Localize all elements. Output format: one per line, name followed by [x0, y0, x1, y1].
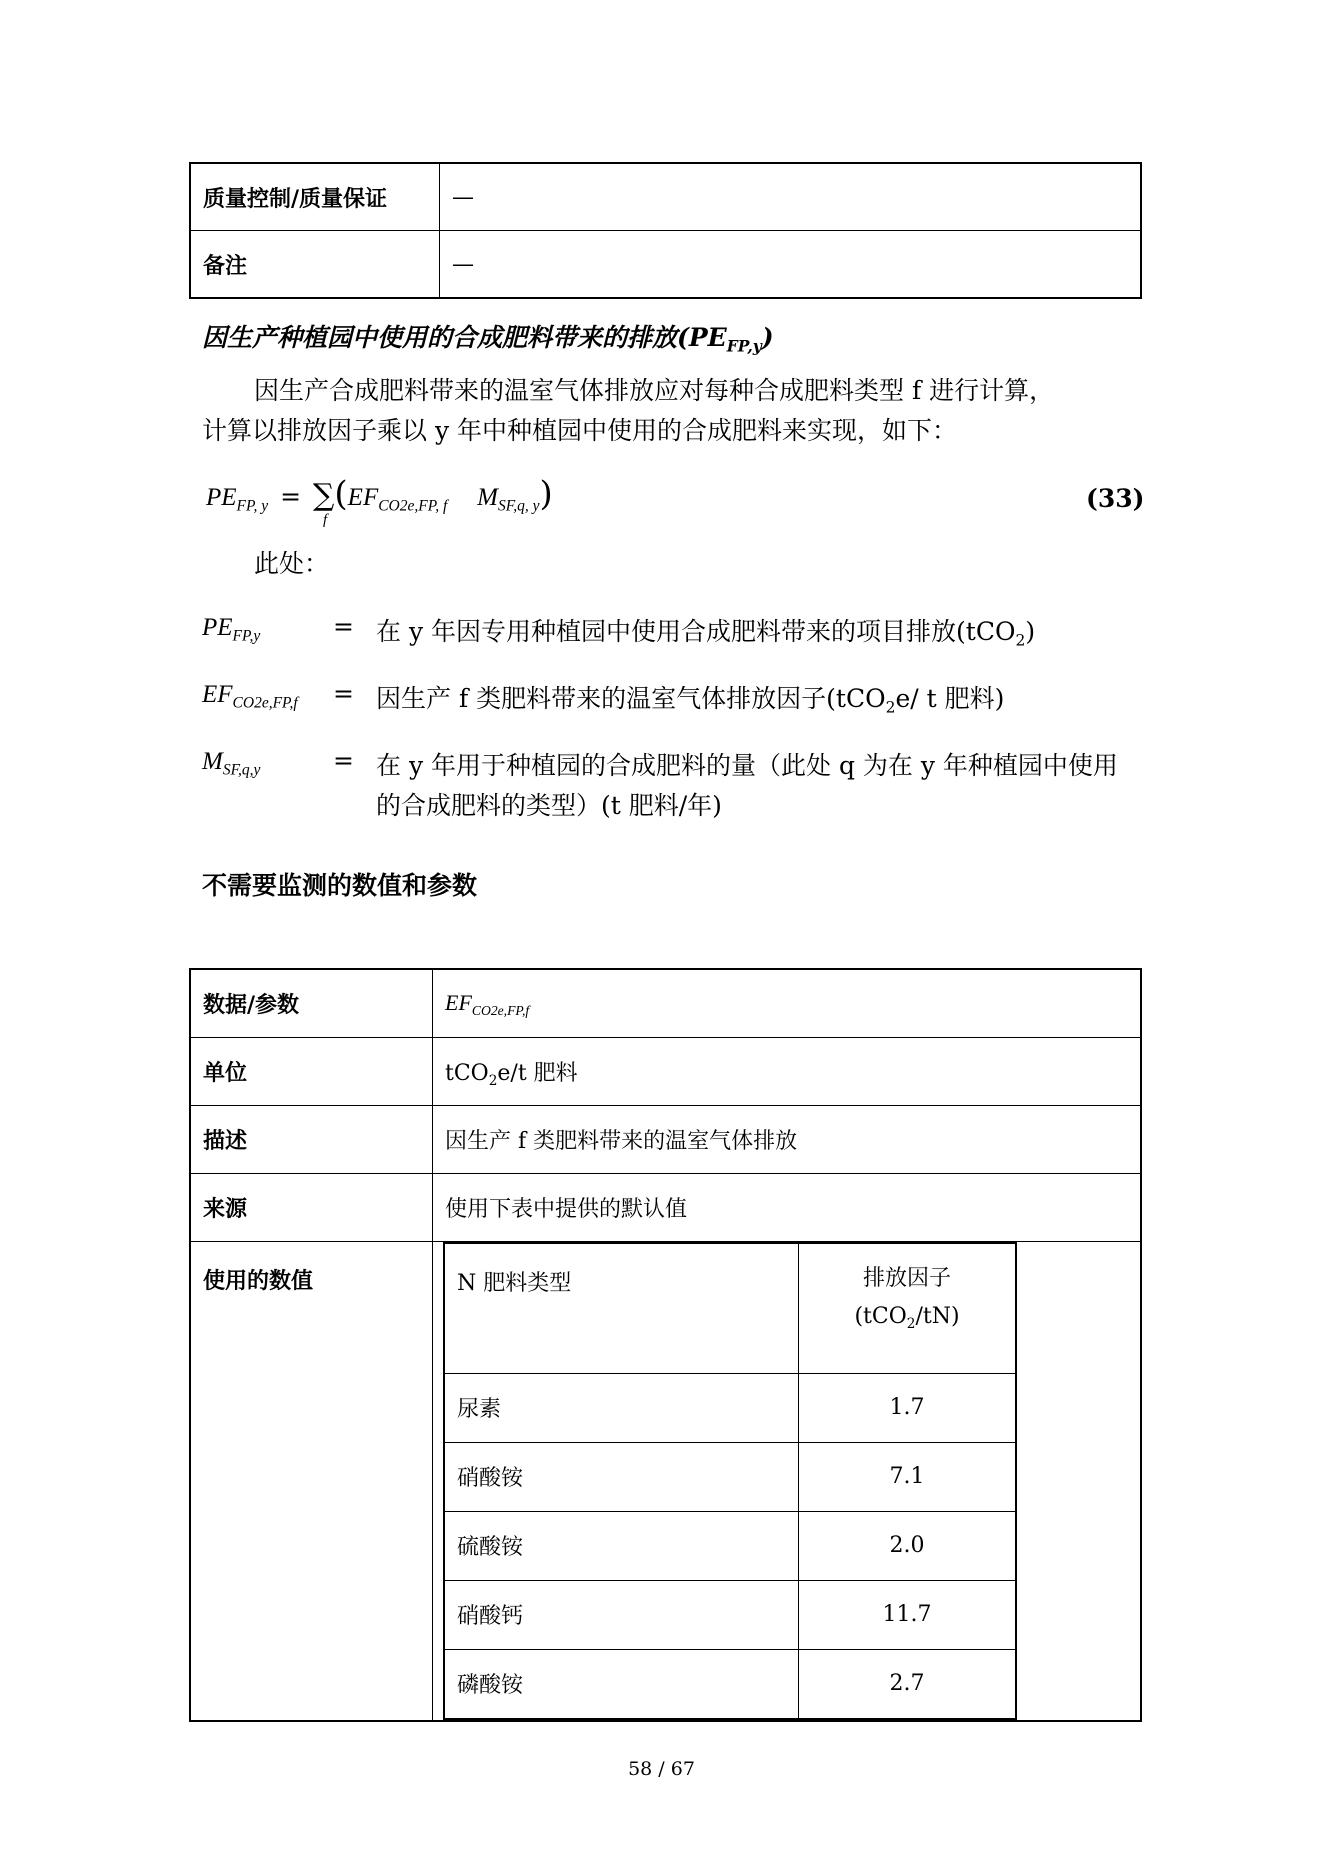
- emission-factor-table: [443, 1242, 1017, 1720]
- table-row: [444, 1511, 1016, 1580]
- sigma-symbol: ∑ f: [312, 478, 335, 528]
- definition-symbol: $PE_{FP,y}$: [202, 614, 261, 645]
- description-value: 因生产 f 类肥料带来的温室气体排放: [433, 1105, 1142, 1173]
- quality-table: [189, 162, 1142, 299]
- section-heading: 因生产种植园中使用的合成肥料带来的排放$(PE_{FP,y})$: [202, 323, 774, 356]
- definition-row: $M_{SF,q,y}$ = 在 y 年用于种植园的合成肥料的量（此处 q 为在 y 年种植园中使用的合成肥料的类型）(t 肥料/年): [0, 746, 1323, 826]
- fertilizer-type: 硫酸铵: [444, 1511, 799, 1580]
- data-param-value: $EF_{CO2e,FP,f}$: [433, 969, 1142, 1037]
- parameter-table: [189, 968, 1142, 1722]
- fertilizer-type: 尿素: [444, 1373, 799, 1442]
- definition-text: 因生产 f 类肥料带来的温室气体排放因子(tCO$_2$e/ t 肥料): [376, 684, 1005, 717]
- equation-33: $PE_{FP, y}$ = ∑ f ($EF_{CO2e,FP, f}$ $M_{SF,q, y}$): [206, 474, 553, 528]
- data-param-label: 数据/参数: [190, 969, 433, 1037]
- source-label: 来源: [190, 1173, 433, 1241]
- qa-value: —: [440, 163, 1142, 231]
- unit-label: 单位: [190, 1037, 433, 1105]
- table-row: [190, 1105, 1141, 1173]
- table-row: [444, 1442, 1016, 1511]
- table-row: [190, 1173, 1141, 1241]
- heading-subscript: FP,y: [726, 336, 762, 356]
- table-row: [190, 1037, 1141, 1105]
- emission-factor-header: 排放因子 (tCO$_2$/tN): [799, 1243, 1017, 1374]
- where-label: 此处：: [254, 549, 330, 578]
- subheading: 不需要监测的数值和参数: [202, 871, 478, 900]
- table-row: [444, 1649, 1016, 1719]
- paragraph-line-1: 因生产合成肥料带来的温室气体排放应对每种合成肥料类型 f 进行计算，: [254, 376, 1055, 405]
- description-label: 描述: [190, 1105, 433, 1173]
- definition-row: $PE_{FP,y}$ = 在 y 年因专用种植园中使用合成肥料带来的项目排放(tCO$_2$): [0, 612, 1323, 652]
- emission-factor: 7.1: [799, 1442, 1017, 1511]
- emission-factor: 1.7: [799, 1373, 1017, 1442]
- table-row: [444, 1580, 1016, 1649]
- emission-factor: 2.7: [799, 1649, 1017, 1719]
- table-row: [190, 163, 1141, 231]
- fertilizer-type: 硝酸铵: [444, 1442, 799, 1511]
- emission-factor: 2.0: [799, 1511, 1017, 1580]
- values-used-cell: [433, 1241, 1142, 1721]
- page-number: 58 / 67: [628, 1758, 695, 1780]
- definition-symbol: $EF_{CO2e,FP,f}$: [202, 681, 298, 712]
- table-row: [190, 231, 1141, 299]
- remarks-value: —: [440, 231, 1142, 299]
- fertilizer-type: 磷酸铵: [444, 1649, 799, 1719]
- definition-text: 在 y 年因专用种植园中使用合成肥料带来的项目排放(tCO$_2$): [376, 617, 1036, 650]
- values-used-label: 使用的数值: [190, 1241, 433, 1721]
- fertilizer-type: 硝酸钙: [444, 1580, 799, 1649]
- fertilizer-type-header: N 肥料类型: [444, 1243, 799, 1374]
- unit-value: tCO$_2$e/t 肥料: [433, 1037, 1142, 1105]
- definition-symbol: $M_{SF,q,y}$: [202, 748, 261, 779]
- definition-text: 在 y 年用于种植园的合成肥料的量（此处 q 为在 y 年种植园中使用的合成肥料的类型）(t 肥料/年): [376, 751, 1118, 820]
- table-row: [190, 969, 1141, 1037]
- table-row: [190, 1241, 1141, 1721]
- paragraph-line-2: 计算以排放因子乘以 y 年中种植园中使用的合成肥料来实现，如下：: [202, 416, 958, 445]
- emission-factor: 11.7: [799, 1580, 1017, 1649]
- remarks-label: 备注: [190, 231, 440, 299]
- equation-number: (33): [1086, 484, 1145, 513]
- definition-row: $EF_{CO2e,FP,f}$ = 因生产 f 类肥料带来的温室气体排放因子(tCO$_2$e/ t 肥料): [0, 679, 1323, 719]
- qa-label: 质量控制/质量保证: [190, 163, 440, 231]
- table-row: [444, 1373, 1016, 1442]
- table-header-row: [444, 1243, 1016, 1374]
- source-value: 使用下表中提供的默认值: [433, 1173, 1142, 1241]
